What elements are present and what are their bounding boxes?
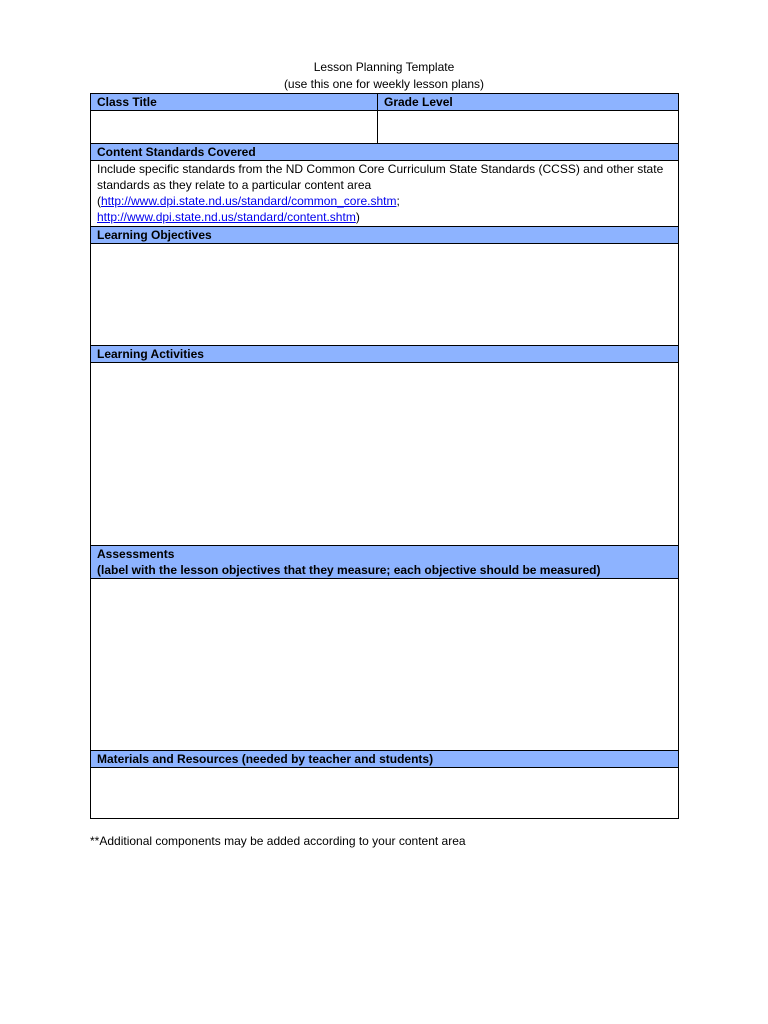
grade-level-header: Grade Level — [378, 94, 679, 111]
document-title: Lesson Planning Template — [313, 60, 455, 74]
learning-objectives-field[interactable] — [91, 244, 679, 346]
link-separator: ; — [396, 194, 400, 208]
link-close-paren: ) — [355, 210, 360, 224]
assessments-label: Assessments — [97, 547, 175, 561]
grade-level-field[interactable] — [378, 111, 679, 144]
learning-objectives-header: Learning Objectives — [91, 227, 679, 244]
learning-activities-header: Learning Activities — [91, 346, 679, 363]
lesson-plan-table — [90, 93, 679, 819]
assessments-field[interactable] — [91, 579, 679, 751]
class-title-field[interactable] — [91, 111, 378, 144]
class-title-header: Class Title — [91, 94, 378, 111]
content-standards-header: Content Standards Covered — [91, 144, 679, 161]
content-standards-instructions: Include specific standards from the ND Common Core Curriculum State Standards (CCSS) and other state standards as they relate to a particular content area — [97, 162, 664, 192]
content-standards-link[interactable]: http://www.dpi.state.nd.us/standard/content.shtm — [97, 210, 356, 224]
content-standards-body[interactable] — [91, 161, 679, 227]
common-core-link[interactable]: http://www.dpi.state.nd.us/standard/common_core.shtm — [101, 194, 397, 208]
assessments-note: (label with the lesson objectives that they measure; each objective should be measured) — [97, 563, 601, 577]
link-open-paren: ( — [97, 194, 101, 208]
footnote: **Additional components may be added according to your content area — [90, 834, 466, 848]
materials-field[interactable] — [91, 768, 679, 819]
learning-activities-field[interactable] — [91, 363, 679, 546]
assessments-header — [91, 546, 679, 579]
document-subtitle: (use this one for weekly lesson plans) — [283, 77, 485, 91]
materials-header: Materials and Resources (needed by teacher and students) — [91, 751, 679, 768]
